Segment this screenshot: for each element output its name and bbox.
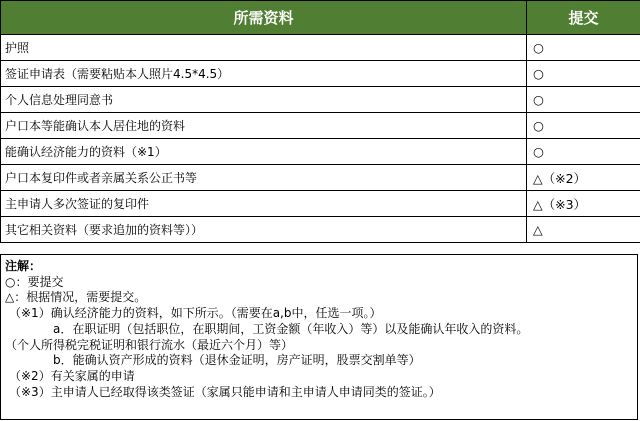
note-1-a: a．在职证明（包括职位，在职期间，工资金额（年收入）等）以及能确认年收入的资料。 xyxy=(53,321,529,336)
note-legend-conditional: △：根据情况，需要提交。 xyxy=(5,290,147,305)
row-item: 户口本等能确认本人居住地的资料 xyxy=(1,113,527,139)
table-row xyxy=(1,87,640,113)
header-submit: 提交 xyxy=(527,1,640,35)
row-mark: ○ xyxy=(527,87,640,113)
row-mark: ○ xyxy=(527,139,640,165)
row-item: 其它相关资料（要求追加的资料等）） xyxy=(1,217,527,243)
table-row xyxy=(1,217,640,243)
note-2: （※2）有关家属的申请 xyxy=(9,368,135,383)
row-item: 签证申请表（需要粘贴本人照片4.5*4.5） xyxy=(1,61,527,87)
row-mark: ○ xyxy=(527,113,640,139)
row-mark: △（※3） xyxy=(527,191,640,217)
table-header-row xyxy=(1,1,640,35)
note-legend-required: ○：要提交 xyxy=(5,274,64,289)
row-mark: ○ xyxy=(527,35,640,61)
note-1: （※1）确认经济能力的资料，如下所示。（需要在a,b中，任选一项。） xyxy=(9,306,382,321)
notes-title: 注解： xyxy=(5,259,42,273)
table-row xyxy=(1,165,640,191)
row-item: 户口本复印件或者亲属关系公正书等 xyxy=(1,165,527,191)
table-row xyxy=(1,113,640,139)
table-row xyxy=(1,35,640,61)
note-1-a-detail: （个人所得税完税证明和银行流水（最近六个月）等） xyxy=(5,337,294,352)
row-item: 主申请人多次签证的复印件 xyxy=(1,191,527,217)
row-item: 能确认经济能力的资料（※1） xyxy=(1,139,527,165)
note-3: （※3）主申请人已经取得该类签证（家属只能申请和主申请人申请同类的签证。） xyxy=(9,384,441,399)
table-row xyxy=(1,191,640,217)
row-mark: △（※2） xyxy=(527,165,640,191)
row-mark: ○ xyxy=(527,61,640,87)
note-1-b: b．能确认资产形成的资料（退休金证明，房产证明，股票交割单等） xyxy=(53,353,421,368)
row-item: 护照 xyxy=(1,35,527,61)
row-mark: △ xyxy=(527,217,640,243)
notes-section xyxy=(0,254,638,420)
table-row xyxy=(1,139,640,165)
header-required-materials: 所需资料 xyxy=(1,1,527,35)
row-item: 个人信息处理同意书 xyxy=(1,87,527,113)
table-row xyxy=(1,61,640,87)
